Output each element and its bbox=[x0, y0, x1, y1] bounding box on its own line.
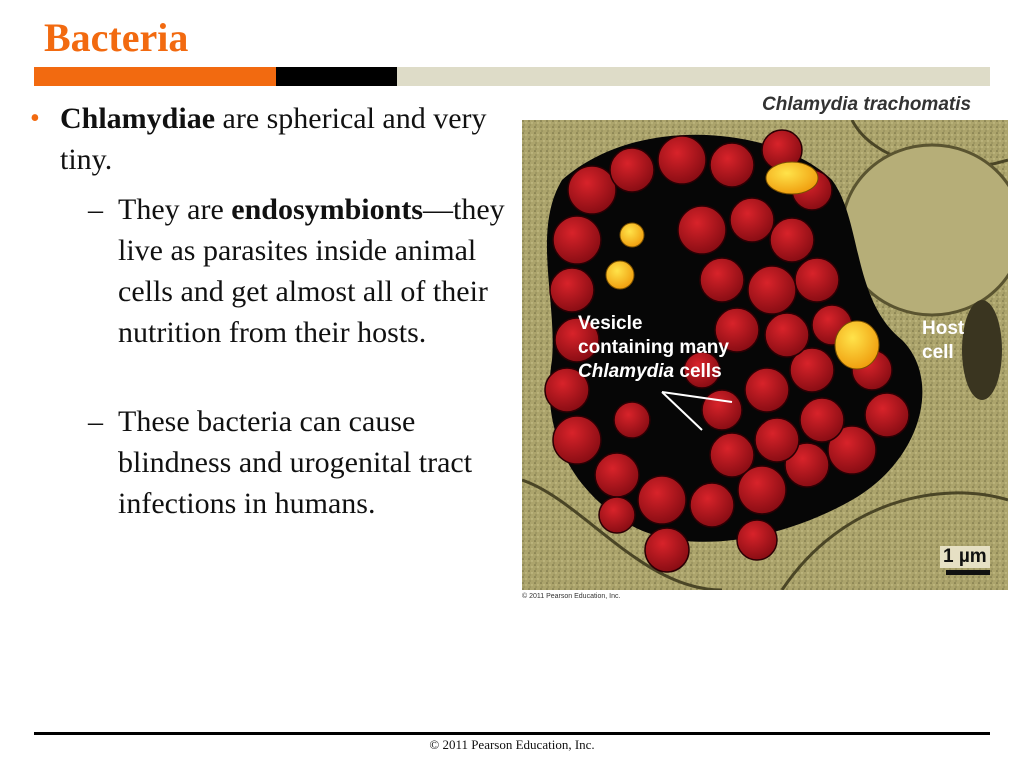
sub-bullet-bold-term: endosymbionts bbox=[231, 193, 423, 226]
sub-bullet-dash: – bbox=[88, 405, 103, 438]
vesicle-label-italic: Chlamydia bbox=[578, 361, 675, 382]
vesicle-label-line-3 bbox=[578, 360, 729, 384]
sub-bullet-text bbox=[118, 189, 528, 353]
figure-caption: Chlamydia trachomatis bbox=[762, 94, 972, 115]
bullet-term: Chlamydiae bbox=[60, 102, 216, 135]
footer-copyright: © 2011 Pearson Education, Inc. bbox=[429, 737, 595, 752]
sub-bullet-post: —they live as parasites inside animal cells and get almost all of their nutrition from their hosts. bbox=[118, 193, 505, 349]
title-accent-bar-black bbox=[276, 67, 397, 86]
micrograph-image bbox=[522, 120, 1008, 590]
host-label-line-2: cell bbox=[922, 342, 954, 363]
sub-bullet-pre: They are bbox=[118, 193, 232, 226]
title-accent-bar-orange bbox=[34, 67, 276, 86]
slide-title: Bacteria bbox=[44, 15, 189, 60]
vesicle-label bbox=[578, 312, 729, 384]
bullet-rest: are spherical and very tiny. bbox=[60, 102, 487, 176]
sub-bullet-text: These bacteria can cause blindness and urogenital tract infections in humans. bbox=[118, 405, 473, 520]
host-label-line-1: Host bbox=[922, 318, 965, 339]
scale-bar bbox=[946, 570, 990, 575]
vesicle-label-rest: cells bbox=[674, 361, 722, 382]
title-accent-bar-beige bbox=[397, 67, 990, 86]
host-cell-label bbox=[922, 317, 964, 365]
figure-credit: © 2011 Pearson Education, Inc. bbox=[522, 593, 621, 600]
vesicle-label-line-1: Vesicle bbox=[578, 313, 643, 334]
sub-bullet-dash: – bbox=[88, 193, 103, 226]
bullet-text bbox=[60, 98, 505, 180]
scale-bar-label: 1 µm bbox=[940, 546, 990, 568]
vesicle-label-line-2: containing many bbox=[578, 337, 729, 358]
bullet-dot-icon: • bbox=[30, 103, 40, 134]
footer-divider bbox=[34, 732, 990, 735]
